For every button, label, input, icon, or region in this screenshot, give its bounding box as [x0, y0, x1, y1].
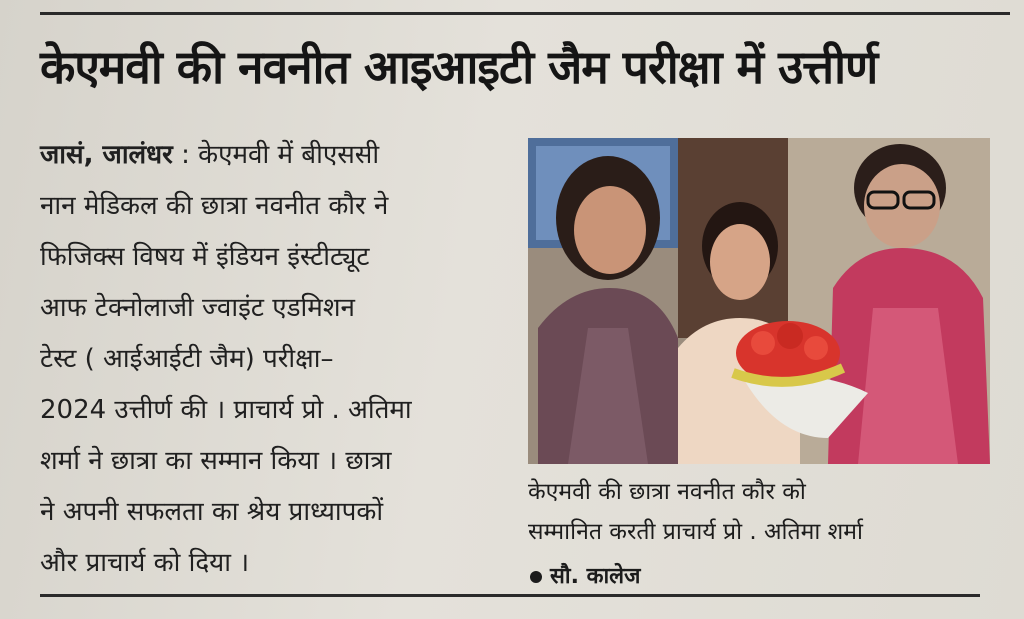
- article-line: टेस्ट ( आईआईटी जैम) परीक्षा–: [40, 344, 334, 374]
- dateline: जासं, जालंधर: [40, 140, 173, 170]
- photo-credit: [530, 560, 640, 590]
- photo-illustration: [528, 138, 990, 464]
- photo-caption: [528, 472, 998, 552]
- top-rule: [40, 12, 1010, 15]
- left-woman-figure: [538, 156, 678, 464]
- bullet-icon: [530, 571, 542, 583]
- article-line: शर्मा ने छात्रा का सम्मान किया । छात्रा: [40, 446, 392, 476]
- article-line: ने अपनी सफलता का श्रेय प्राध्यापकों: [40, 497, 384, 527]
- article-line: [40, 130, 510, 181]
- article-body: [40, 130, 510, 589]
- caption-line: केएमवी की छात्रा नवनीत कौर को: [528, 479, 806, 505]
- article-line-text: : केएमवी में बीएससी: [172, 140, 380, 170]
- caption-line: सम्मानित करती प्राचार्य प्रो . अतिमा शर्मा: [528, 519, 863, 545]
- article-line: और प्राचार्य को दिया ।: [40, 548, 250, 578]
- photo-credit-text: सौ. कालेज: [550, 564, 641, 589]
- article-line: आफ टेक्नोलाजी ज्वाइंट एडमिशन: [40, 293, 355, 323]
- bottom-rule: [40, 594, 980, 597]
- news-photo: [528, 138, 990, 464]
- headline: केएमवी की नवनीत आइआइटी जैम परीक्षा में उत्तीर्ण: [40, 40, 878, 94]
- article-line: फिजिक्स विषय में इंडियन इंस्टीट्यूट: [40, 242, 370, 272]
- article-line: 2024 उत्तीर्ण की । प्राचार्य प्रो . अतिमा: [40, 395, 412, 425]
- article-line: नान मेडिकल की छात्रा नवनीत कौर ने: [40, 191, 389, 221]
